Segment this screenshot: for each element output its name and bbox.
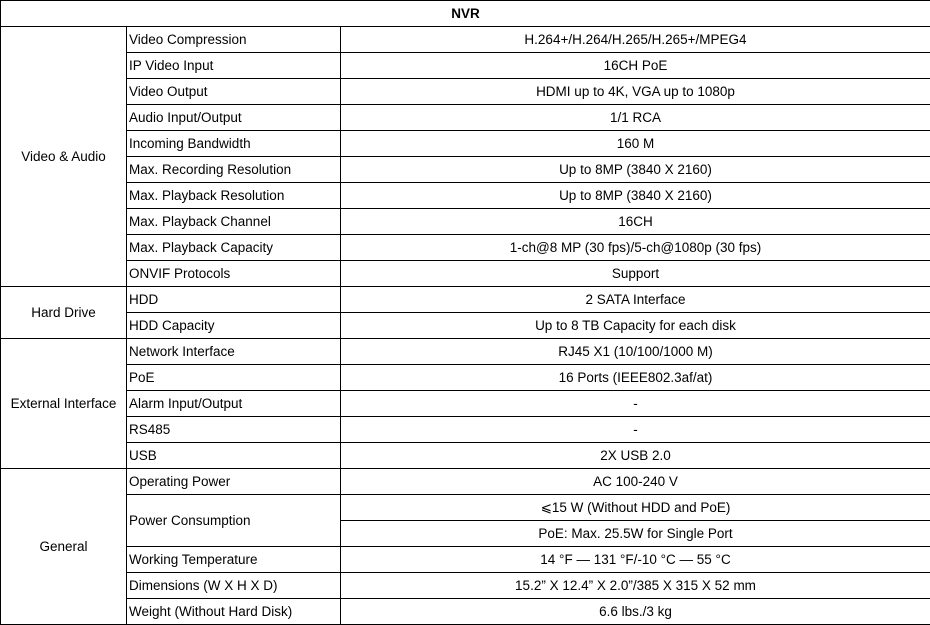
feature-cell: Video Compression xyxy=(127,27,341,53)
table-row xyxy=(1,547,930,573)
feature-cell: Working Temperature xyxy=(127,547,341,573)
table-row xyxy=(1,183,930,209)
value-cell: 2 SATA Interface xyxy=(341,287,930,313)
feature-cell: Operating Power xyxy=(127,469,341,495)
value-cell: 16CH PoE xyxy=(341,53,930,79)
value-cell: 6.6 lbs./3 kg xyxy=(341,599,930,625)
value-cell: 160 M xyxy=(341,131,930,157)
feature-cell: RS485 xyxy=(127,417,341,443)
feature-cell: Network Interface xyxy=(127,339,341,365)
value-cell: Up to 8 TB Capacity for each disk xyxy=(341,313,930,339)
category-cell: External Interface xyxy=(1,339,127,469)
feature-cell: HDD xyxy=(127,287,341,313)
value-cell: ⩽15 W (Without HDD and PoE) xyxy=(341,495,930,521)
feature-cell: Max. Recording Resolution xyxy=(127,157,341,183)
value-cell: 15.2” X 12.4” X 2.0”/385 X 315 X 52 mm xyxy=(341,573,930,599)
value-cell: - xyxy=(341,391,930,417)
feature-cell: Max. Playback Capacity xyxy=(127,235,341,261)
value-cell: 14 °F — 131 °F/-10 °C — 55 °C xyxy=(341,547,930,573)
value-cell: PoE: Max. 25.5W for Single Port xyxy=(341,521,930,547)
value-cell: Support xyxy=(341,261,930,287)
table-row xyxy=(1,105,930,131)
feature-cell: Max. Playback Channel xyxy=(127,209,341,235)
feature-cell: Video Output xyxy=(127,79,341,105)
table-row xyxy=(1,391,930,417)
feature-cell: Alarm Input/Output xyxy=(127,391,341,417)
table-row xyxy=(1,235,930,261)
feature-cell: PoE xyxy=(127,365,341,391)
spec-table-body xyxy=(1,1,930,625)
feature-cell: Weight (Without Hard Disk) xyxy=(127,599,341,625)
category-cell: General xyxy=(1,469,127,625)
value-cell: AC 100-240 V xyxy=(341,469,930,495)
value-cell: Up to 8MP (3840 X 2160) xyxy=(341,157,930,183)
value-cell: H.264+/H.264/H.265/H.265+/MPEG4 xyxy=(341,27,930,53)
table-row xyxy=(1,443,930,469)
table-row xyxy=(1,469,930,495)
table-row xyxy=(1,209,930,235)
feature-cell: USB xyxy=(127,443,341,469)
feature-cell: Power Consumption xyxy=(127,495,341,547)
feature-cell: Dimensions (W X H X D) xyxy=(127,573,341,599)
table-title: NVR xyxy=(1,1,930,27)
feature-cell: IP Video Input xyxy=(127,53,341,79)
value-cell: 2X USB 2.0 xyxy=(341,443,930,469)
table-row xyxy=(1,157,930,183)
title-row xyxy=(1,1,930,27)
value-cell: - xyxy=(341,417,930,443)
table-row xyxy=(1,417,930,443)
table-row xyxy=(1,365,930,391)
value-cell: Up to 8MP (3840 X 2160) xyxy=(341,183,930,209)
table-row xyxy=(1,53,930,79)
value-cell: 1/1 RCA xyxy=(341,105,930,131)
table-row xyxy=(1,27,930,53)
table-row xyxy=(1,339,930,365)
feature-cell: HDD Capacity xyxy=(127,313,341,339)
value-cell: 16 Ports (IEEE802.3af/at) xyxy=(341,365,930,391)
table-row xyxy=(1,573,930,599)
table-row xyxy=(1,495,930,521)
feature-cell: Max. Playback Resolution xyxy=(127,183,341,209)
table-row xyxy=(1,313,930,339)
value-cell: RJ45 X1 (10/100/1000 M) xyxy=(341,339,930,365)
table-row xyxy=(1,287,930,313)
value-cell: 16CH xyxy=(341,209,930,235)
feature-cell: ONVIF Protocols xyxy=(127,261,341,287)
category-cell: Hard Drive xyxy=(1,287,127,339)
feature-cell: Incoming Bandwidth xyxy=(127,131,341,157)
value-cell: 1-ch@8 MP (30 fps)/5-ch@1080p (30 fps) xyxy=(341,235,930,261)
category-cell: Video & Audio xyxy=(1,27,127,287)
value-cell: HDMI up to 4K, VGA up to 1080p xyxy=(341,79,930,105)
table-row xyxy=(1,131,930,157)
table-row xyxy=(1,261,930,287)
table-row xyxy=(1,599,930,625)
feature-cell: Audio Input/Output xyxy=(127,105,341,131)
table-row xyxy=(1,79,930,105)
